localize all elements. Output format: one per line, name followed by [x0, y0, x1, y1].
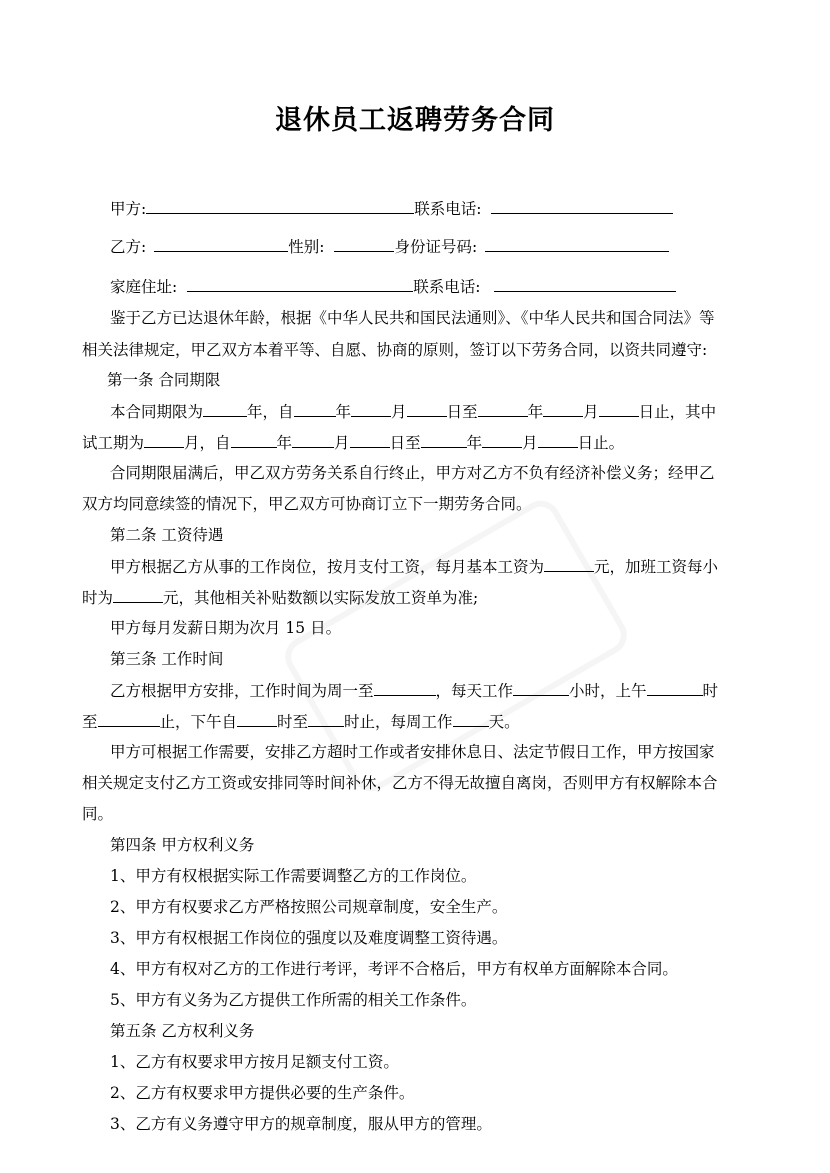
- article4-item: 1、甲方有权根据实际工作需要调整乙方的工作岗位。: [110, 867, 477, 885]
- blank: [453, 711, 489, 727]
- article3-para-line-2: 相关规定支付乙方工资或安排同等时间补休，乙方不得无故擅自离岗，否则甲方有权解除本合: [82, 774, 718, 792]
- text: 年，自: [247, 403, 294, 421]
- text: 日至: [446, 403, 478, 421]
- text: 年: [335, 403, 352, 421]
- article5-item: 1、乙方有权要求甲方按月足额支付工资。: [110, 1053, 399, 1071]
- article4-item: 4、甲方有权对乙方的工作进行考评，考评不合格后，甲方有权单方面解除本合同。: [110, 960, 678, 978]
- text: 试工期为: [82, 434, 145, 452]
- text: 甲方根据乙方从事的工作岗位，按月支付工资，每月基本工资为: [110, 558, 545, 576]
- article4-item: 3、甲方有权根据工作岗位的强度以及难度调整工资待遇。: [110, 929, 508, 947]
- blank: [599, 401, 639, 417]
- text: 月: [391, 403, 407, 421]
- blank: [513, 680, 569, 696]
- text: 时为: [82, 589, 114, 607]
- text: 年: [466, 434, 483, 452]
- preamble-line-2: 相关法律规定，甲乙双方本着平等、自愿、协商的原则，签订以下劳务合同，以资共同遵守:: [82, 341, 708, 359]
- text: ，每天工作: [435, 682, 514, 700]
- article2-heading: 第二条 工资待遇: [110, 526, 224, 544]
- party-b-label: 乙方:: [110, 238, 147, 256]
- gender-label: 性别:: [288, 238, 325, 256]
- article1-heading: 第一条 合同期限: [107, 371, 221, 389]
- party-b-blank: [154, 236, 288, 252]
- article5-item: 3、乙方有义务遵守甲方的规章制度，服从甲方的管理。: [110, 1115, 492, 1133]
- article5-heading: 第五条 乙方权利义务: [110, 1022, 255, 1040]
- blank: [203, 401, 247, 417]
- preamble-line-1: 鉴于乙方已达退休年龄，根据《中华人民共和国民法通则》、《中华人民共和国合同法》等: [110, 309, 715, 327]
- blank: [647, 680, 703, 696]
- blank: [374, 680, 436, 696]
- article3-hours-line: [110, 680, 718, 701]
- party-a-blank: [146, 198, 414, 214]
- blank: [144, 432, 184, 448]
- text: 元，其他相关补贴数额以实际发放工资单为准;: [163, 589, 479, 607]
- blank: [294, 401, 336, 417]
- text: 月: [583, 403, 599, 421]
- blank: [308, 711, 344, 727]
- party-b-line: [110, 236, 669, 257]
- address-blank: [187, 276, 413, 292]
- article3-para-line-3: 同。: [82, 805, 114, 823]
- text: 至: [82, 713, 98, 731]
- text: 日止，其中: [638, 403, 717, 421]
- phone-blank-1: [491, 198, 673, 214]
- article2-salary-line: [110, 556, 718, 577]
- article3-heading: 第三条 工作时间: [110, 650, 224, 668]
- text: 月，自: [184, 434, 231, 452]
- phone-blank-2: [494, 276, 676, 292]
- text: 月: [522, 434, 538, 452]
- blank: [543, 401, 583, 417]
- id-label: 身份证号码:: [394, 238, 478, 256]
- article4-item: 5、甲方有义务为乙方提供工作所需的相关工作条件。: [110, 991, 477, 1009]
- article1-para-line-1: 合同期限届满后，甲乙双方劳务关系自行终止，甲方对乙方不负有经济补偿义务；经甲乙: [110, 464, 715, 482]
- gender-blank: [334, 236, 394, 252]
- blank: [407, 401, 447, 417]
- article1-para-line-2: 双方均同意续签的情况下，甲乙双方可协商订立下一期劳务合同。: [82, 495, 532, 513]
- text: 时止，每周工作: [344, 713, 453, 731]
- party-a-label: 甲方:: [110, 200, 147, 218]
- text: 年: [527, 403, 544, 421]
- text: 止，下午自: [159, 713, 238, 731]
- blank: [421, 432, 467, 448]
- article5-item: 2、乙方有权要求甲方提供必要的生产条件。: [110, 1084, 415, 1102]
- text: 乙方根据甲方安排，工作时间为周一至: [110, 682, 374, 700]
- party-a-line: [110, 198, 673, 219]
- article1-probation-line: [82, 432, 624, 453]
- text: 日至: [389, 434, 421, 452]
- text: 小时，上午: [569, 682, 647, 700]
- blank: [538, 432, 578, 448]
- article3-para-line-1: 甲方可根据工作需要，安排乙方超时工作或者安排休息日、法定节假日工作，甲方按国家: [110, 743, 715, 761]
- phone-label-1: 联系电话:: [414, 200, 482, 218]
- address-line: [110, 276, 676, 297]
- text: 日止。: [577, 434, 625, 452]
- article2-payday-line: 甲方每月发薪日期为次月 15 日。: [110, 619, 342, 637]
- id-blank: [485, 236, 669, 252]
- text: 元，加班工资每小: [594, 558, 719, 576]
- blank: [482, 432, 522, 448]
- text: 本合同期限为: [110, 403, 204, 421]
- text: 月: [334, 434, 350, 452]
- phone-label-2: 联系电话:: [413, 278, 481, 296]
- blank: [98, 711, 160, 727]
- blank: [113, 587, 163, 603]
- address-label: 家庭住址:: [110, 278, 178, 296]
- document-title: 退休员工返聘劳务合同: [275, 105, 555, 136]
- blank: [350, 432, 390, 448]
- blank: [544, 556, 594, 572]
- blank: [478, 401, 528, 417]
- article1-term-line: [110, 401, 716, 422]
- text: 时至: [277, 713, 309, 731]
- blank: [292, 432, 334, 448]
- blank: [351, 401, 391, 417]
- blank: [237, 711, 277, 727]
- text: 时: [702, 682, 719, 700]
- blank: [231, 432, 277, 448]
- article2-overtime-line: [82, 587, 478, 608]
- article4-item: 2、甲方有权要求乙方严格按照公司规章制度，安全生产。: [110, 898, 508, 916]
- article3-schedule-line: [82, 711, 520, 732]
- text: 天。: [488, 713, 520, 731]
- article4-heading: 第四条 甲方权利义务: [110, 836, 255, 854]
- text: 年: [276, 434, 293, 452]
